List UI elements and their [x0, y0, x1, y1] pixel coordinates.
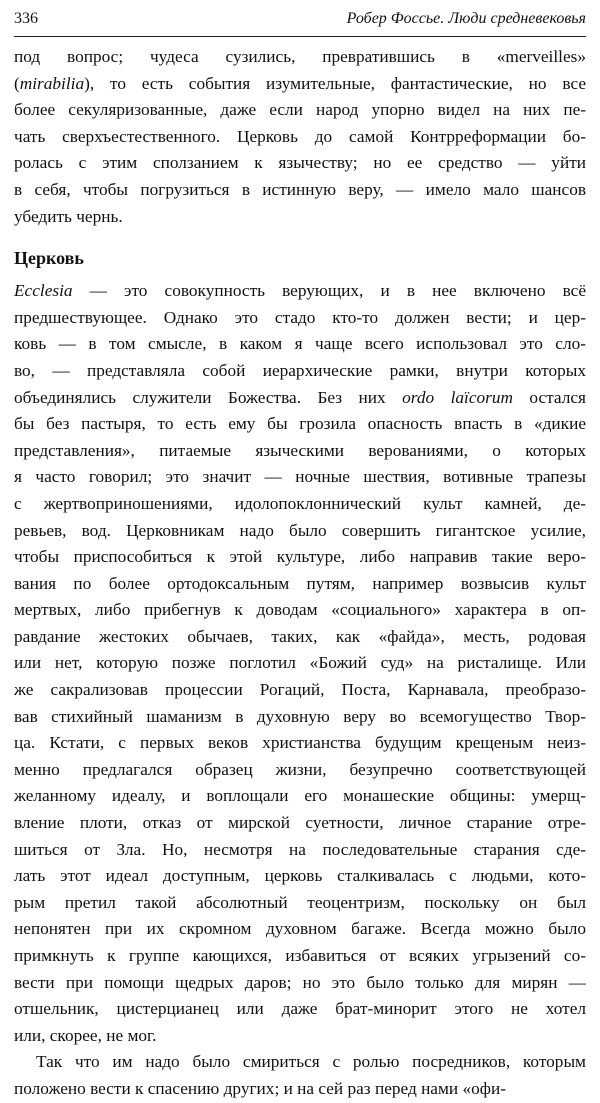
text-line: положено вести к спасению других; и на сей раз перед нами «офи- — [14, 1078, 506, 1098]
running-title: Робер Фоссье. Люди средневековья — [346, 10, 586, 27]
text-line: с жертвоприношениями, идолопоклоннический культ камней, де- — [14, 493, 586, 513]
text-line: мертвых, либо прибегнув к доводам «социального» характера в оп- — [14, 600, 586, 620]
page-header — [14, 4, 586, 34]
text-line: равдание жестоких обычаев, таких, как «файда», месть, родовая — [14, 626, 586, 646]
text-line: менно предлагался образец жизни, безупречно соответствующей — [14, 759, 586, 779]
text-line: бы без пастыря, то есть ему бы грозила опасность впасть в «дикие — [14, 414, 586, 434]
text-line: ревьев, вод. Церковникам надо было совершить гигантское усилие, — [14, 520, 586, 540]
text-line: лать этот идеал доступным, церковь сталкивалась с людьми, кото- — [14, 866, 586, 886]
text-line: или нет, которую позже поглотил «Божий суд» на ристалище. Или — [14, 653, 586, 673]
text-line: ца. Кстати, с первых веков христианства будущим крещеным неиз- — [14, 733, 586, 753]
text-line: рым претил такой абсолютный теоцентризм, поскольку он был — [14, 892, 586, 912]
text-line: представления», питаемые языческими верованиями, о которых — [14, 440, 586, 460]
text-line: или, скорее, не мог. — [14, 1025, 157, 1045]
page-number: 336 — [14, 10, 38, 27]
text-line: шиться от Зла. Но, несмотря на последовательные старания сде- — [14, 839, 586, 859]
text-line: Так что им надо было смириться с ролью посредников, которым — [36, 1052, 586, 1072]
body-text — [14, 44, 586, 1103]
text-line: Ecclesia — это совокупность верующих, и в нее включено всё — [14, 281, 586, 301]
text-line: примкнуть к группе кающихся, избавиться от всяких угрызений со- — [14, 946, 586, 965]
header-rule — [14, 36, 586, 37]
text-line: во, — представляла собой иерархические рамки, внутри которых — [14, 360, 586, 380]
text-line: более секуляризованные, даже если народ упорно видел на них пе- — [14, 100, 586, 120]
text-line: объединялись служители Божества. Без них ordo laïcorum остался — [14, 387, 586, 407]
text-line: вания по более ортодоксальным путям, например возвысив культ — [14, 573, 586, 593]
section-heading: Церковь — [14, 248, 84, 269]
text-line: ролась с этим сползанием к язычеству; но ее средство — уйти — [14, 153, 586, 173]
text-line: (mirabilia), то есть события изумительные, фантастические, но все — [14, 73, 586, 93]
text-line: вав стихийный шаманизм в духовную веру во всемогущество Твор- — [14, 706, 586, 726]
text-line: непонятен при их скромном духовном багаже. Всегда можно было — [14, 919, 586, 939]
text-line: же сакрализовав процессии Рогаций, Поста, Карнавала, преобразо- — [14, 680, 586, 700]
text-line: убедить чернь. — [14, 206, 123, 226]
text-line: предшествующее. Однако это стадо кто-то должен вести; и цер- — [14, 307, 586, 327]
text-line: в себя, чтобы погрузиться в истинную веру, — имело мало шансов — [14, 179, 586, 199]
paragraph-1 — [14, 44, 586, 230]
paragraph-3 — [14, 1049, 586, 1102]
text-line: вление плоти, отказ от мирской суетности, личное старание отре- — [14, 813, 586, 833]
text-line: отшельник, цистерцианец или даже брат-минорит этого не хотел — [14, 999, 586, 1019]
text-line: я часто говорил; это значит — ночные шествия, вотивные трапезы — [14, 467, 586, 487]
text-line: чтобы приспособиться к этой культуре, либо направив такие веро- — [14, 547, 586, 567]
text-line: вести при помощи щедрых даров; но это было только для мирян — — [14, 972, 586, 992]
paragraph-2 — [14, 278, 586, 1049]
text-line: ковь — в том смысле, в каком я чаще всего использовал это сло- — [14, 334, 586, 354]
text-line: под вопрос; чудеса сузились, превратившись в «merveilles» — [14, 47, 586, 66]
text-line: чать сверхъестественного. Церковь до самой Контрреформации бо- — [14, 126, 586, 146]
text-line: желанному идеалу, и воплощали его монашеские общины: умерщ- — [14, 786, 586, 806]
